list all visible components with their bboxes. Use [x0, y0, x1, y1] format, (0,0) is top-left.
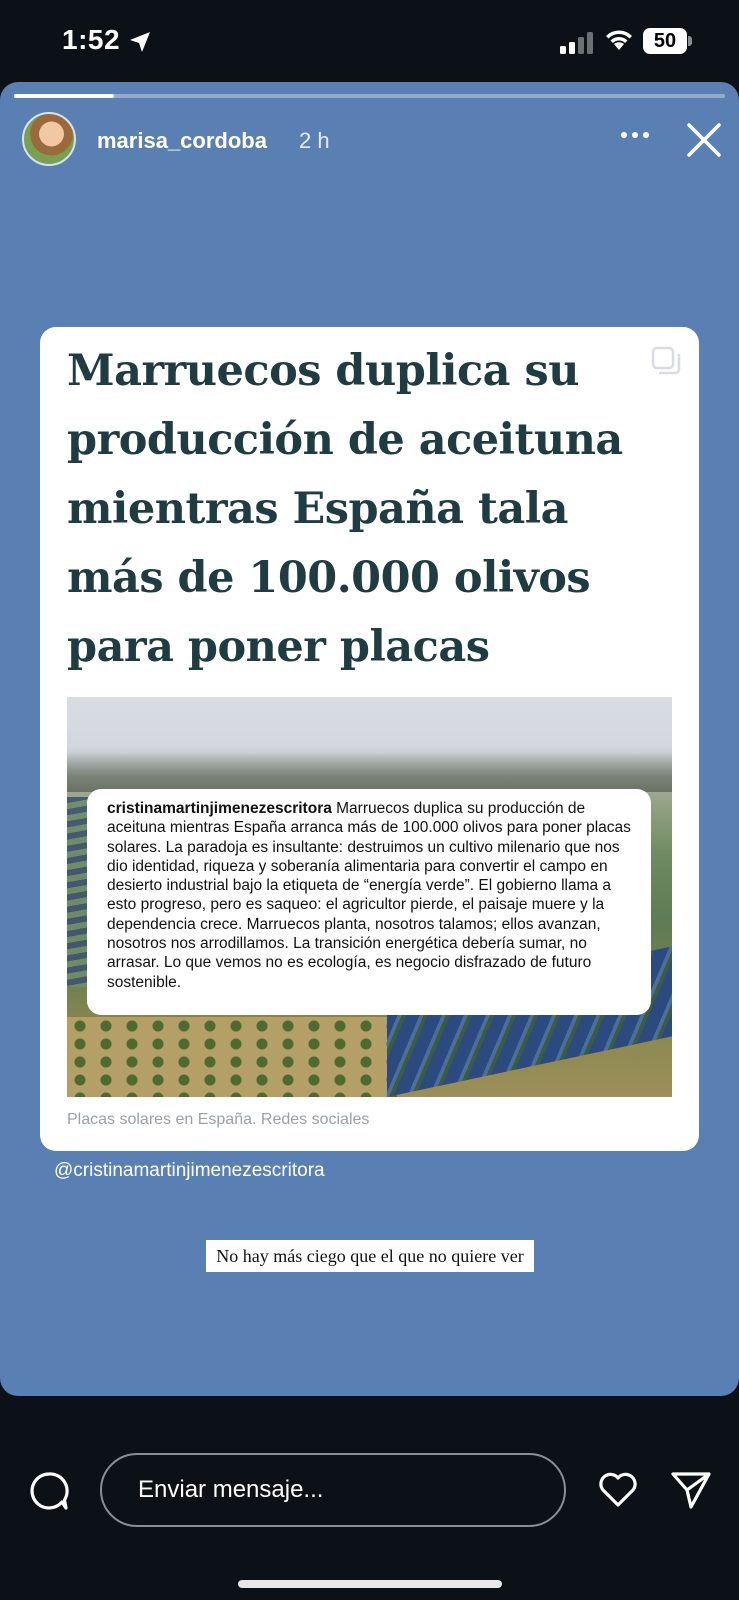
post-caption [87, 789, 651, 1015]
message-input[interactable]: Enviar mensaje... [100, 1453, 566, 1527]
close-icon[interactable] [686, 122, 722, 158]
status-bar [0, 0, 739, 82]
photo-credit: Placas solares en España. Redes sociales [67, 1111, 370, 1128]
post-headline: Marruecos duplica su producción de aceituna mientras España tala más de 100.000 olivos para poner placas [67, 346, 623, 672]
post-photo [67, 697, 672, 1097]
quote-text-sticker: No hay más ciego que el que no quiere ver [206, 1240, 534, 1272]
shared-post-card[interactable] [40, 327, 699, 1151]
caption-text: Marruecos duplica su producción de aceituna mientras España arranca más de 100.000 olivos para poner placas solares. La paradoja es insultante: destruimos un cultivo milenario que nos dio identidad, riqueza y soberanía alimentaria para convertir el campo en desierto industrial bajo la etiqueta de “energía verde”. El gobierno llama a esto progreso, pero es saqueo: el agricultor pierde, el paisaje muere y la dependencia crece. Marruecos planta, nosotros talamos; ellos avanzan, nosotros nos arrodillamos. La transición energética debería sumar, no arrasar. Lo que vemos no es ecología, es negocio disfrazado de futuro sostenible. [107, 800, 631, 991]
story-username[interactable]: marisa_cordoba [97, 128, 267, 153]
location-arrow-icon [128, 30, 152, 54]
story-progress-bar [14, 94, 725, 98]
battery-indicator: 50 [643, 28, 687, 54]
avatar[interactable] [22, 112, 76, 166]
battery-tip [688, 36, 692, 46]
photo-olive-grove [67, 1017, 397, 1097]
reply-bar [0, 1396, 739, 1600]
photo-hills [67, 752, 672, 792]
caption-username: cristinamartinjimenezescritora [107, 800, 332, 817]
wifi-icon [604, 28, 634, 52]
send-icon[interactable] [670, 1470, 712, 1510]
more-options-icon[interactable] [620, 130, 650, 140]
status-time: 1:52 [62, 24, 121, 55]
multiple-posts-icon [650, 345, 682, 377]
story-progress-fill [14, 94, 114, 98]
home-indicator[interactable] [238, 1580, 502, 1588]
chat-bubble-icon[interactable] [28, 1470, 70, 1512]
story-view[interactable] [0, 82, 739, 1396]
cellular-signal-icon [560, 32, 594, 54]
mention-sticker[interactable]: @cristinamartinjimenezescritora [54, 1160, 325, 1181]
story-time-ago: 2 h [299, 128, 330, 153]
heart-icon[interactable] [597, 1470, 639, 1508]
